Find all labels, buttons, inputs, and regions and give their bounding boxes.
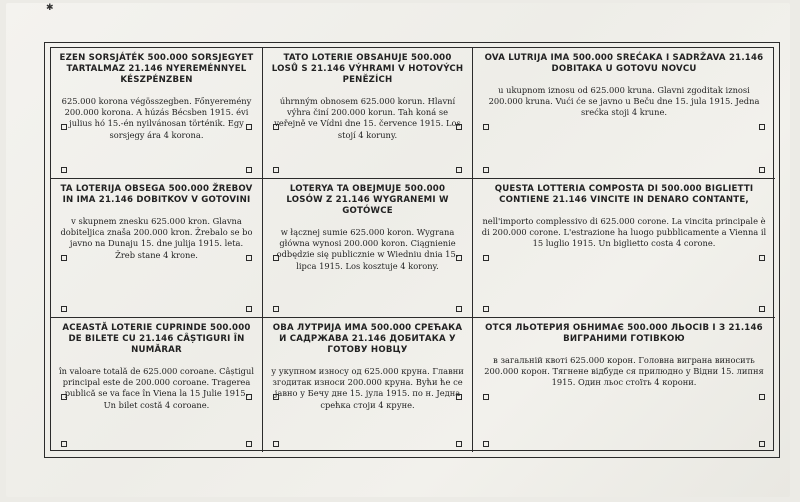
cell-serbian xyxy=(263,318,473,452)
square-ornament xyxy=(246,306,252,312)
square-ornament xyxy=(456,306,462,312)
square-ornament xyxy=(61,394,67,400)
cell-heading: TA LOTERIJA OBSEGA 500.000 ŽREBOV IN IMA 21.146 DOBITKOV V GOTOVINI xyxy=(60,184,253,205)
square-ornament xyxy=(246,255,252,261)
square-ornament xyxy=(483,167,489,173)
square-ornament xyxy=(483,124,489,130)
square-ornament xyxy=(759,167,765,173)
square-ornament xyxy=(759,255,765,261)
cell-heading: LOTERYA TA OBEJMUJE 500.000 LOSÓW Z 21.146 WYGRANEMI W GOTÓWCE xyxy=(286,184,449,216)
multilingual-text-grid xyxy=(50,47,774,451)
cell-text: în valoare totală de 625.000 coroane. Câștigul principal este de 200.000 coroane. Tragerea publică se va face în Viena la 15 Julie 1915. Un bilet costă 4 coroane. xyxy=(59,366,254,410)
square-ornament xyxy=(61,167,67,173)
cell-polish xyxy=(263,179,473,318)
cell-heading: ОТСЯ ЛЬОТЕРИЯ ОБНИМАЄ 500.000 ЛЬОСІВ І З 21.146 ВИГРАНИМИ ГОТІВКОЮ xyxy=(485,323,763,344)
cell-text: w łącznej sumie 625.000 koron. Wygrana główna wynosi 200.000 koron. Ciągnienie odbędzie się publicznie w Wiedniu dnia 15. lipca 1915. Los kosztuje 4 korony. xyxy=(276,227,459,271)
square-ornament xyxy=(246,394,252,400)
square-ornament xyxy=(759,394,765,400)
cell-hungarian xyxy=(51,48,263,179)
cell-heading: OVA LUTRIJA IMA 500.000 SREĆAKA I SADRŽAVA 21.146 DOBITAKA U GOTOVU NOVCU xyxy=(484,53,764,74)
square-ornament xyxy=(246,441,252,447)
square-ornament xyxy=(273,394,279,400)
square-ornament xyxy=(273,167,279,173)
cell-heading: ACEASTĂ LOTERIE CUPRINDE 500.000 DE BILETE CU 21.146 CÂȘTIGURI ÎN NUMĂRAR xyxy=(62,323,251,355)
cell-text: 625.000 korona végösszegben. Főnyeremény 200.000 korona. A húzás Bécsben 1915. évi julius hó 15.-én nyilvánosan történik. Egy sorsjegy ára 4 korona. xyxy=(61,96,252,140)
square-ornament xyxy=(61,306,67,312)
cell-text: в загальній квоті 625.000 корон. Головна виграна виносить 200.000 корон. Тягнене відбуде ся прилюдно у Відни 15. липня 1915. Один льос стоїть 4 корони. xyxy=(484,355,764,388)
square-ornament xyxy=(273,306,279,312)
square-ornament xyxy=(759,441,765,447)
square-ornament xyxy=(456,124,462,130)
cell-text: u ukupnom iznosu od 625.000 kruna. Glavni zgoditak iznosi 200.000 kruna. Vući će se javno u Beču dne 15. jula 1915. Jedna srećka stoji 4 krune. xyxy=(488,85,760,118)
square-ornament xyxy=(456,394,462,400)
square-ornament xyxy=(273,441,279,447)
square-ornament xyxy=(61,124,67,130)
square-ornament xyxy=(456,255,462,261)
cell-text: у укупном износу од 625.000 круна. Главни згодитак износи 200.000 круна. Вући ће се јавно у Бечу дне 15. јула 1915. по н. Једна срећка стоји 4 круне. xyxy=(271,366,464,410)
square-ornament xyxy=(456,441,462,447)
cell-text: v skupnem znesku 625.000 kron. Glavna dobiteljica znaša 200.000 kron. Žrebalo se bo javno na Dunaju 15. dne julija 1915. leta. Žreb stane 4 krone. xyxy=(60,216,253,260)
square-ornament xyxy=(246,124,252,130)
square-ornament xyxy=(759,124,765,130)
square-ornament xyxy=(273,124,279,130)
cell-croatian xyxy=(473,48,775,179)
square-ornament xyxy=(759,306,765,312)
cell-ukrainian xyxy=(473,318,775,452)
cell-italian xyxy=(473,179,775,318)
cell-heading: TATO LOTERIE OBSAHUJE 500.000 LOSŮ S 21.146 VÝHRAMI V HOTOVÝCH PENĚZÍCH xyxy=(271,53,464,85)
square-ornament xyxy=(483,441,489,447)
cell-slovene xyxy=(51,179,263,318)
square-ornament xyxy=(456,167,462,173)
cell-heading: EZEN SORSJÁTÉK 500.000 SORSJEGYET TARTALMAZ 21.146 NYEREMÉNNYEL KÉSZPÉNZBEN xyxy=(59,53,254,85)
cell-text: úhrnným obnosem 625.000 korun. Hlavní výhra činí 200.000 korun. Tah koná se veřejně ve Vídni dne 15. července 1915. Los stojí 4 koruny. xyxy=(274,96,461,140)
cell-heading: QUESTA LOTTERIA COMPOSTA DI 500.000 BIGLIETTI CONTIENE 21.146 VINCITE IN DENARO CONTANTE, xyxy=(494,184,754,205)
square-ornament xyxy=(483,306,489,312)
ink-mark: ✱ xyxy=(46,3,54,13)
square-ornament xyxy=(483,394,489,400)
square-ornament xyxy=(61,441,67,447)
cell-romanian xyxy=(51,318,263,452)
square-ornament xyxy=(246,167,252,173)
cell-heading: ОВА ЛУТРИЈА ИМА 500.000 СРЕЋАКА И САДРЖАВА 21.146 ДОБИТАКА У ГОТОВУ НОВЦУ xyxy=(272,323,463,355)
square-ornament xyxy=(61,255,67,261)
square-ornament xyxy=(273,255,279,261)
cell-czech xyxy=(263,48,473,179)
cell-text: nell'importo complessivo di 625.000 corone. La vincita principale è di 200.000 corone. L'estrazione ha luogo pubblicamente a Vienna il 15 luglio 1915. Un biglietto costa 4 corone. xyxy=(481,216,767,249)
square-ornament xyxy=(483,255,489,261)
